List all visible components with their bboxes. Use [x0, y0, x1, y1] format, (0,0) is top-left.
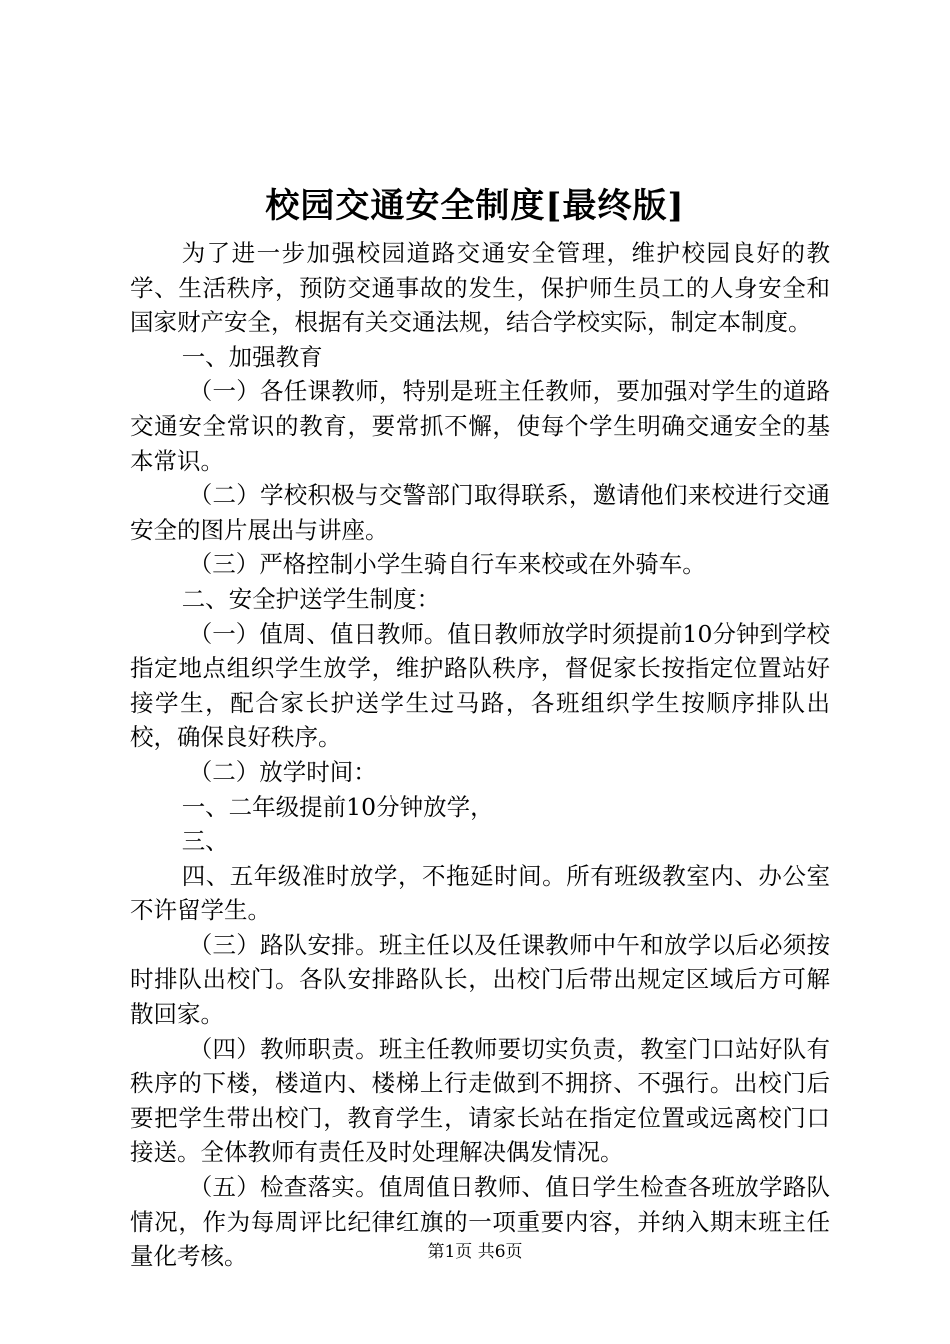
body-paragraph: （五）检查落实。值周值日教师、值日学生检查各班放学路队情况，作为每周评比纪律红旗的一项重要内容，并纳入期末班主任量化考核。	[130, 1173, 830, 1271]
body-paragraph: 一、二年级提前10分钟放学，	[181, 792, 494, 821]
body-paragraph: 四、五年级准时放学，不拖延时间。所有班级教室内、办公室不许留学生。	[130, 861, 830, 925]
body-paragraph: （一）各任课教师，特别是班主任教师，要加强对学生的道路交通安全常识的教育，要常抓不懈，使每个学生明确交通安全的基本常识。	[130, 377, 830, 475]
page-footer: 第1页 共6页	[427, 1242, 523, 1262]
body-paragraph: 三、	[181, 827, 229, 856]
document-title: 校园交通安全制度[最终版]	[265, 186, 685, 226]
body-paragraph: （二）放学时间：	[188, 757, 377, 786]
body-paragraph: （一）值周、值日教师。值日教师放学时须提前10分钟到学校指定地点组织学生放学，维护路队秩序，督促家长按指定位置站好接学生，配合家长护送学生过马路，各班组织学生按顺序排队出校，确保良好秩序。	[130, 619, 830, 752]
body-paragraph: （三）严格控制小学生骑自行车来校或在外骑车。	[188, 550, 706, 579]
body-paragraph: 为了进一步加强校园道路交通安全管理，维护校园良好的教学、生活秩序，预防交通事故的发生，保护师生员工的人身安全和国家财产安全，根据有关交通法规，结合学校实际，制定本制度。	[130, 239, 830, 337]
body-paragraph: （二）学校积极与交警部门取得联系，邀请他们来校进行交通安全的图片展出与讲座。	[130, 481, 830, 544]
body-paragraph: （四）教师职责。班主任教师要切实负责，教室门口站好队有秩序的下楼，楼道内、楼梯上行走做到不拥挤、不强行。出校门后要把学生带出校门，教育学生，请家长站在指定位置或远离校门口接送。全体教师有责任及时处理解决偶发情况。	[130, 1034, 830, 1167]
document-body	[130, 236, 830, 1274]
body-paragraph: 二、安全护送学生制度：	[181, 584, 441, 613]
body-paragraph: （三）路队安排。班主任以及任课教师中午和放学以后必须按时排队出校门。各队安排路队长，出校门后带出规定区域后方可解散回家。	[130, 930, 830, 1029]
body-paragraph: 一、加强教育	[181, 342, 323, 371]
